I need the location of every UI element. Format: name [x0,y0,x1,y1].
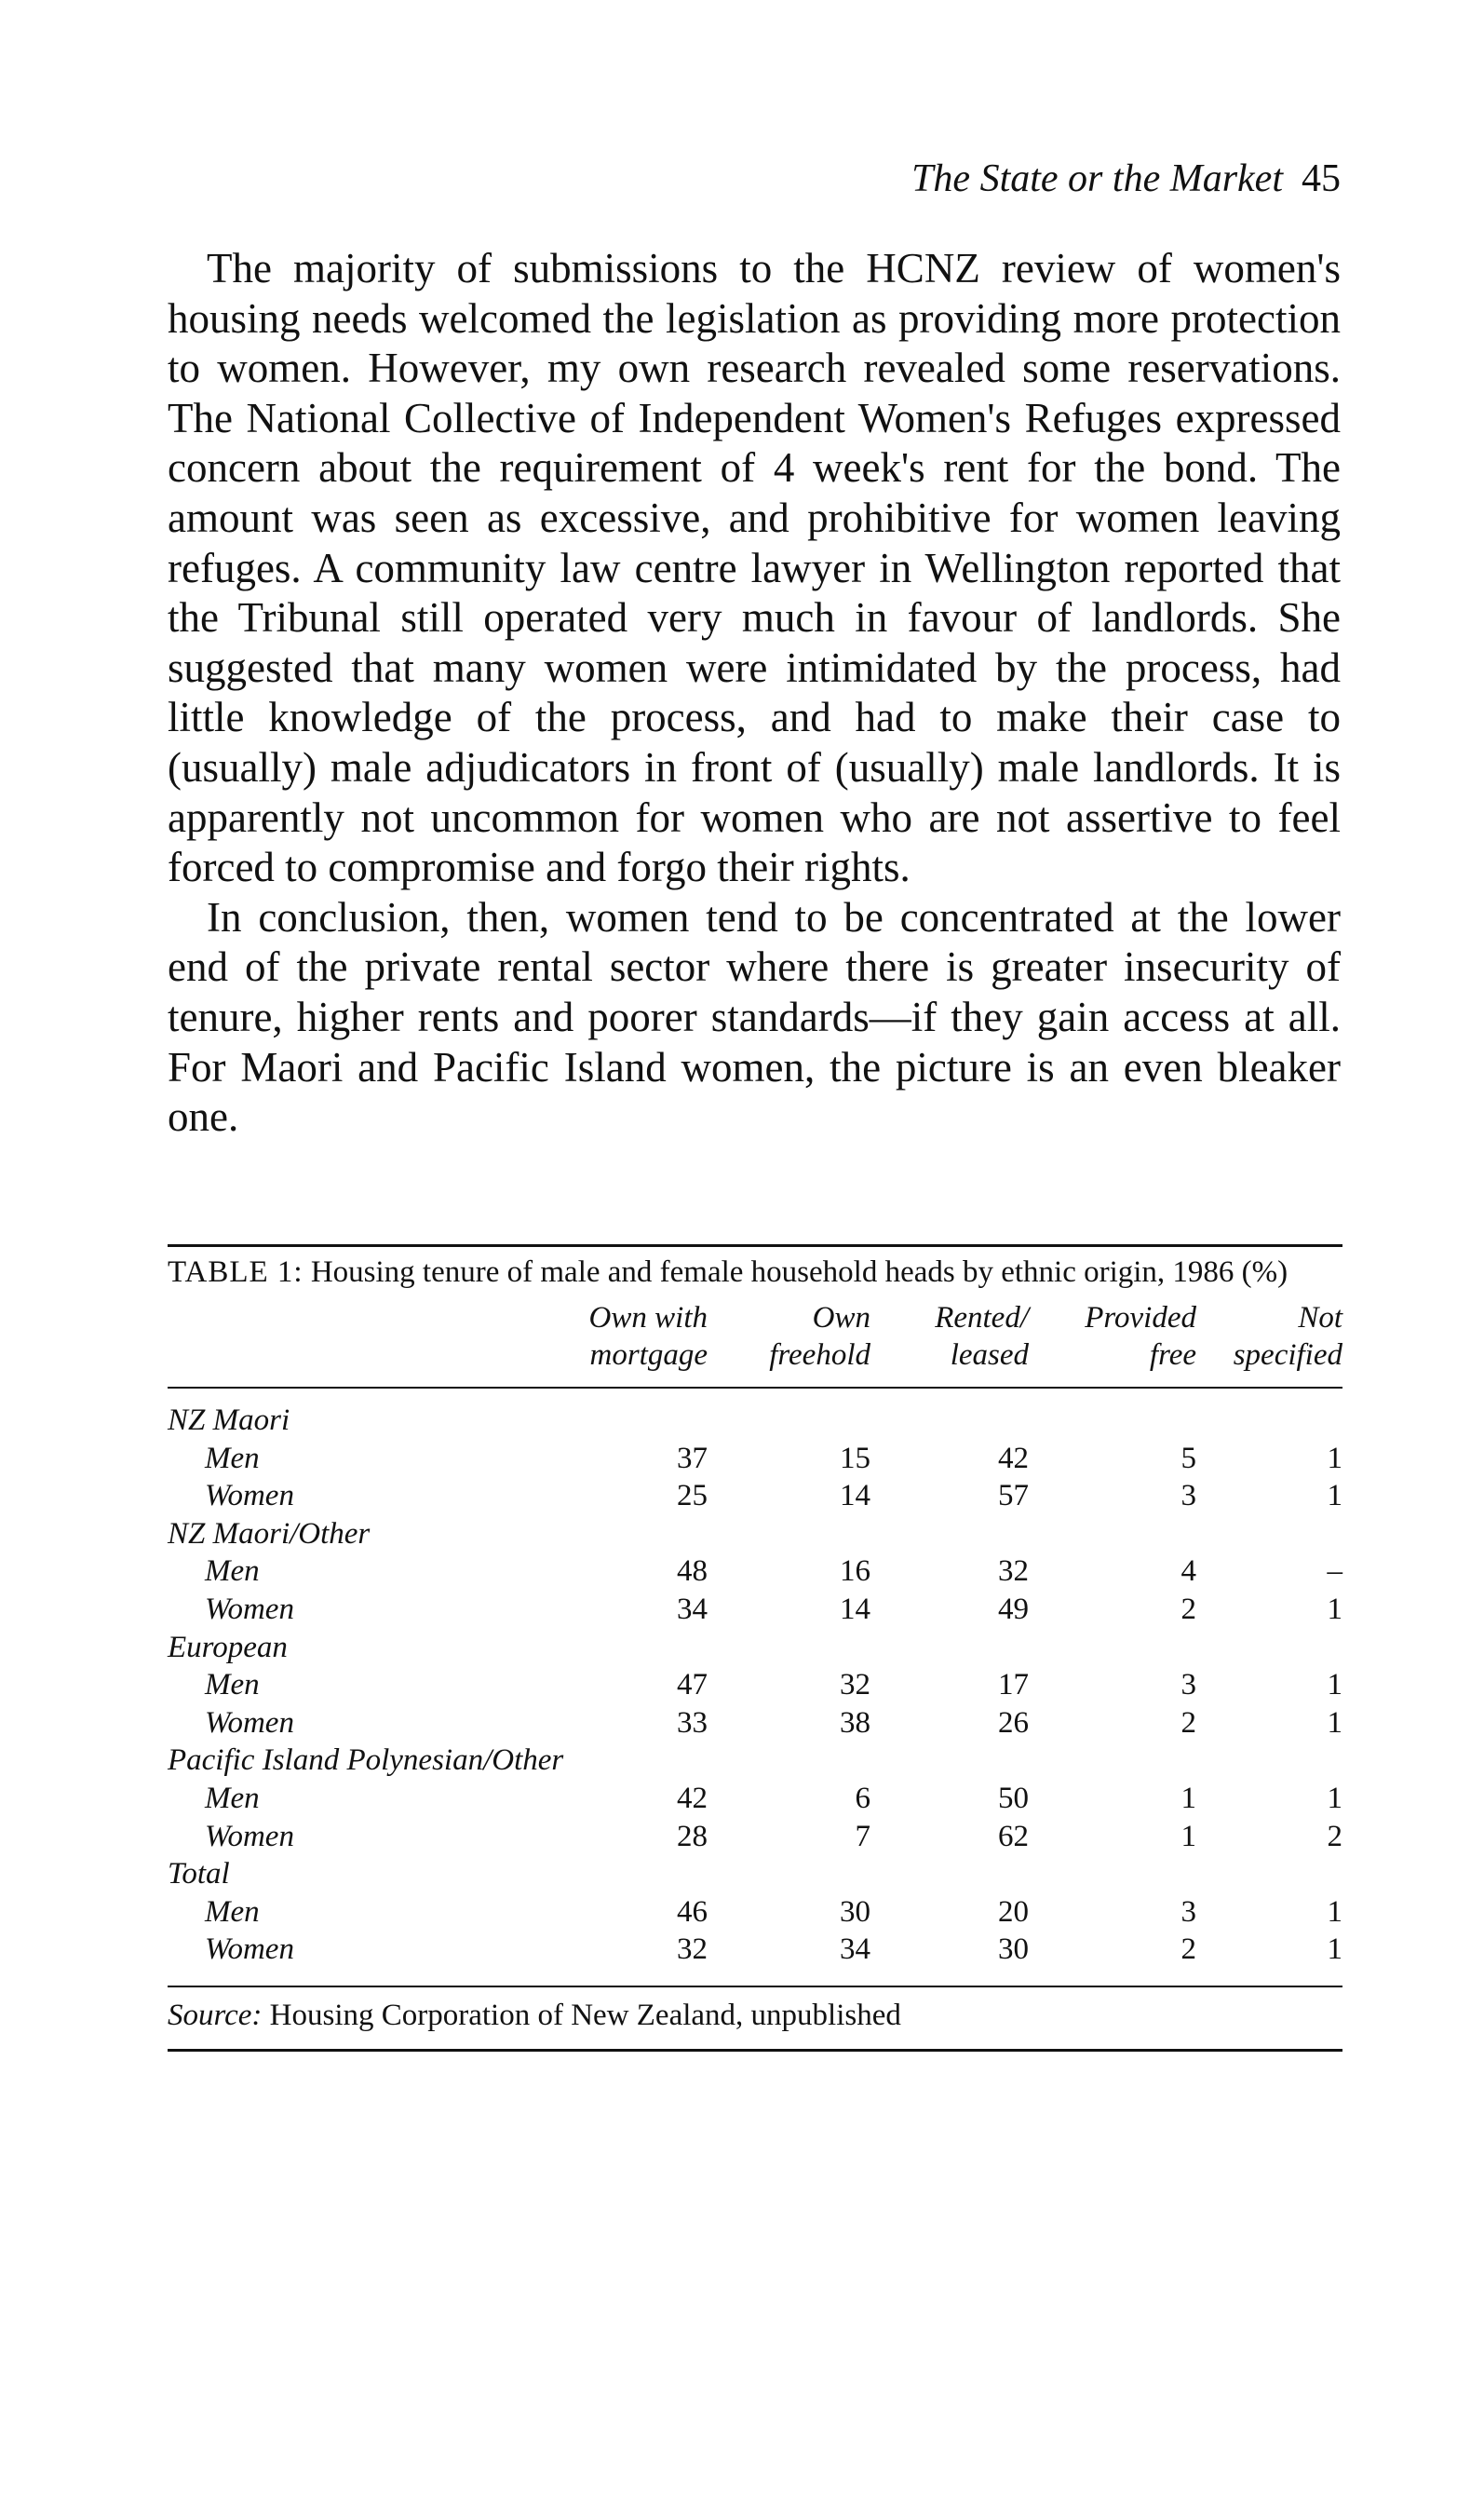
table-cell: 2 [1029,1931,1196,1986]
table-row [168,1704,1342,1742]
table-cell: 26 [998,1705,1029,1740]
row-label: Women [205,1592,294,1626]
table-cell: 1 [1196,1931,1342,1986]
table-cell: 33 [677,1705,708,1740]
table-cell: 6 [855,1781,870,1815]
table-cell: 32 [568,1931,708,1986]
table-cell: 4 [1180,1554,1196,1589]
row-label: Men [205,1894,260,1929]
table-cell: 28 [677,1819,708,1853]
table-cell: 1 [1327,1668,1342,1702]
table-row [168,1931,1342,1986]
table-top-rule [168,1244,1342,1247]
table-cell: 34 [677,1592,708,1626]
row-label: Men [205,1781,260,1815]
table-source-note [168,1997,1342,2049]
table-cell: 1 [1327,1781,1342,1815]
table-caption [168,1254,1342,1290]
table-cell: 48 [677,1554,708,1589]
table-cell: 42 [677,1781,708,1815]
table-row [168,1440,1342,1478]
group-heading-row [168,1515,1342,1553]
table-cell: 46 [677,1894,708,1929]
table-cell: 1 [1180,1819,1196,1853]
table-cell: 2 [1327,1819,1342,1853]
group-heading: European [168,1630,288,1664]
table-cell: 42 [998,1441,1029,1475]
group-heading: Total [168,1857,230,1891]
group-heading: NZ Maori/Other [168,1516,371,1551]
table-cell: 3 [1180,1894,1196,1929]
group-heading-row [168,1388,1342,1440]
running-head-title: The State or the Market [911,157,1283,200]
column-header: Own freehold [708,1299,870,1388]
table-cell: 1 [1327,1479,1342,1513]
running-head [168,156,1341,212]
table-cell: 1 [1327,1894,1342,1929]
table-row [168,1477,1342,1515]
row-label: Men [205,1554,260,1589]
table-cell: 62 [998,1819,1029,1853]
row-label: Men [205,1668,260,1702]
table-cell: 49 [998,1592,1029,1626]
table-cell: 50 [998,1781,1029,1815]
table-bottom-rule [168,2049,1342,2052]
table-row [168,1591,1342,1629]
stub-header [168,1299,568,1388]
table-cell: 32 [998,1554,1029,1589]
table-cell: 1 [1180,1781,1196,1815]
table-row [168,1893,1342,1932]
source-label: Source: [168,1998,263,2032]
table-cell: 30 [870,1931,1029,1986]
page-number: 45 [1302,157,1341,200]
row-label: Women [205,1819,294,1853]
group-heading: Pacific Island Polynesian/Other [168,1743,564,1778]
column-header: Rented/ leased [870,1299,1029,1388]
paragraph-1: The majority of submissions to the HCNZ review of women's housing needs welcomed the legislation as providing more protection to women. However, my own research revealed some reservations. The National Collective of Independent Women's Refuges expressed concern about the requirement of 4 week's rent for the bond. The amount was seen as excessive, and prohibitive for women leaving refuges. A community law centre lawyer in Wellington reported that the Tribunal still operated very much in favour of landlords. She suggested that many women were intimidated by the process, had little knowledge of the process, and had to make their case to (usually) male adjudicators in front of (usually) male landlords. It is apparently not uncommon for women who are not assertive to feel forced to compromise and forgo their rights. [168,245,1341,891]
table-caption-text: Housing tenure of male and female household heads by ethnic origin, 1986 (%) [310,1255,1288,1289]
table-cell: 32 [840,1668,870,1702]
table-row [168,1552,1342,1591]
table-cell: 3 [1180,1668,1196,1702]
table-cell: 15 [840,1441,870,1475]
table-cell: 2 [1180,1592,1196,1626]
column-header: Not specified [1196,1299,1342,1388]
row-label: Men [205,1441,260,1475]
table-cell: 1 [1327,1592,1342,1626]
table-cell: 5 [1180,1441,1196,1475]
table-header-row [168,1299,1342,1388]
table-cell: 14 [840,1479,870,1513]
table-row [168,1666,1342,1704]
table-cell: 2 [1180,1705,1196,1740]
paragraph-2: In conclusion, then, women tend to be concentrated at the lower end of the private rental sector where there is greater insecurity of tenure, higher rents and poorer standards—if they gain access at all. For Maori and Pacific Island women, the picture is an even bleaker one. [168,893,1341,1141]
table-cell: 30 [840,1894,870,1929]
table-cell: 37 [677,1441,708,1475]
table-label: TABLE 1: [168,1255,304,1289]
table-cell: 25 [677,1479,708,1513]
table-cell: 38 [840,1705,870,1740]
table-cell: 7 [855,1819,870,1853]
table-cell: 3 [1180,1479,1196,1513]
table-row [168,1780,1342,1818]
table-row [168,1818,1342,1856]
group-heading-row [168,1855,1342,1893]
table-cell: 14 [840,1592,870,1626]
row-label: Women [168,1931,568,1986]
table-cell: 1 [1327,1441,1342,1475]
table-cell: 20 [998,1894,1029,1929]
column-header: Provided free [1029,1299,1196,1388]
table-block [168,1244,1342,2052]
table-cell: 16 [840,1554,870,1589]
row-label: Women [205,1479,294,1513]
column-header: Own with mortgage [568,1299,708,1388]
body-text [168,244,1341,1143]
housing-tenure-table [168,1299,1342,1987]
source-text: Housing Corporation of New Zealand, unpublished [269,1998,901,2032]
table-cell: – [1327,1554,1342,1589]
table-cell: 1 [1327,1705,1342,1740]
table-cell: 57 [998,1479,1029,1513]
table-cell: 47 [677,1668,708,1702]
table-cell: 34 [708,1931,870,1986]
group-heading: NZ Maori [168,1403,290,1437]
row-label: Women [205,1705,294,1740]
group-heading-row [168,1742,1342,1780]
table-cell: 17 [998,1668,1029,1702]
group-heading-row [168,1629,1342,1667]
